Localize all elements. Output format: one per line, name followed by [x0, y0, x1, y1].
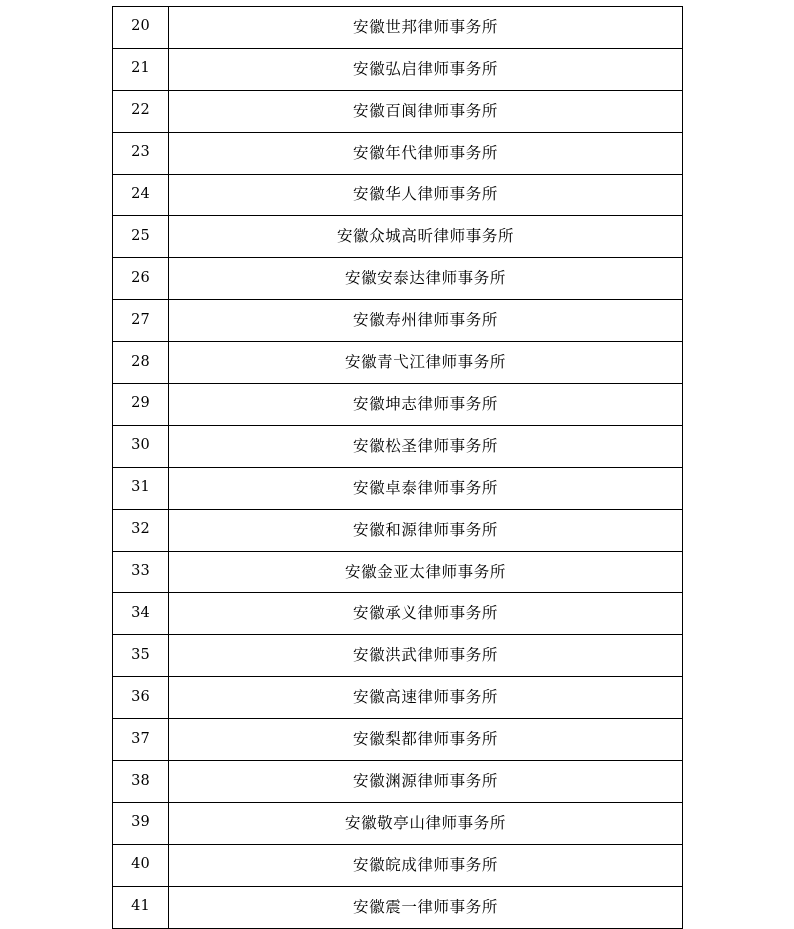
table-row	[113, 174, 683, 216]
row-index: 37	[113, 719, 169, 761]
table-row	[113, 844, 683, 886]
row-index: 20	[113, 7, 169, 49]
row-firm-name: 安徽和源律师事务所	[169, 509, 683, 551]
table-row	[113, 300, 683, 342]
row-index: 24	[113, 174, 169, 216]
row-firm-name: 安徽卓泰律师事务所	[169, 467, 683, 509]
table-row	[113, 719, 683, 761]
row-index: 26	[113, 258, 169, 300]
row-index: 28	[113, 342, 169, 384]
table-row	[113, 425, 683, 467]
row-index: 22	[113, 90, 169, 132]
table-row	[113, 7, 683, 49]
row-index: 33	[113, 551, 169, 593]
row-firm-name: 安徽承义律师事务所	[169, 593, 683, 635]
table-row	[113, 90, 683, 132]
row-index: 25	[113, 216, 169, 258]
table-row	[113, 384, 683, 426]
row-index: 21	[113, 48, 169, 90]
table-row	[113, 761, 683, 803]
row-index: 32	[113, 509, 169, 551]
row-index: 34	[113, 593, 169, 635]
row-firm-name: 安徽寿州律师事务所	[169, 300, 683, 342]
row-firm-name: 安徽洪武律师事务所	[169, 635, 683, 677]
table-row	[113, 342, 683, 384]
row-firm-name: 安徽震一律师事务所	[169, 886, 683, 928]
row-index: 27	[113, 300, 169, 342]
table-row	[113, 677, 683, 719]
table-row	[113, 886, 683, 928]
row-firm-name: 安徽梨都律师事务所	[169, 719, 683, 761]
row-index: 31	[113, 467, 169, 509]
row-index: 29	[113, 384, 169, 426]
row-firm-name: 安徽坤志律师事务所	[169, 384, 683, 426]
row-firm-name: 安徽年代律师事务所	[169, 132, 683, 174]
row-firm-name: 安徽世邦律师事务所	[169, 7, 683, 49]
row-firm-name: 安徽松圣律师事务所	[169, 425, 683, 467]
row-index: 39	[113, 802, 169, 844]
row-index: 23	[113, 132, 169, 174]
row-index: 30	[113, 425, 169, 467]
row-firm-name: 安徽弘启律师事务所	[169, 48, 683, 90]
table-row	[113, 48, 683, 90]
row-firm-name: 安徽渊源律师事务所	[169, 761, 683, 803]
law-firm-table-body	[113, 7, 683, 929]
row-index: 38	[113, 761, 169, 803]
row-firm-name: 安徽高速律师事务所	[169, 677, 683, 719]
row-firm-name: 安徽敬亭山律师事务所	[169, 802, 683, 844]
table-row	[113, 635, 683, 677]
row-index: 41	[113, 886, 169, 928]
table-row	[113, 467, 683, 509]
table-row	[113, 132, 683, 174]
table-row	[113, 802, 683, 844]
row-firm-name: 安徽百阆律师事务所	[169, 90, 683, 132]
row-firm-name: 安徽金亚太律师事务所	[169, 551, 683, 593]
row-firm-name: 安徽华人律师事务所	[169, 174, 683, 216]
row-index: 36	[113, 677, 169, 719]
law-firm-table	[112, 6, 683, 929]
row-firm-name: 安徽皖成律师事务所	[169, 844, 683, 886]
table-row	[113, 258, 683, 300]
row-firm-name: 安徽众城高昕律师事务所	[169, 216, 683, 258]
table-row	[113, 509, 683, 551]
row-index: 40	[113, 844, 169, 886]
row-firm-name: 安徽青弋江律师事务所	[169, 342, 683, 384]
row-index: 35	[113, 635, 169, 677]
law-firm-table-container	[112, 6, 682, 929]
table-row	[113, 216, 683, 258]
table-row	[113, 551, 683, 593]
table-row	[113, 593, 683, 635]
row-firm-name: 安徽安泰达律师事务所	[169, 258, 683, 300]
